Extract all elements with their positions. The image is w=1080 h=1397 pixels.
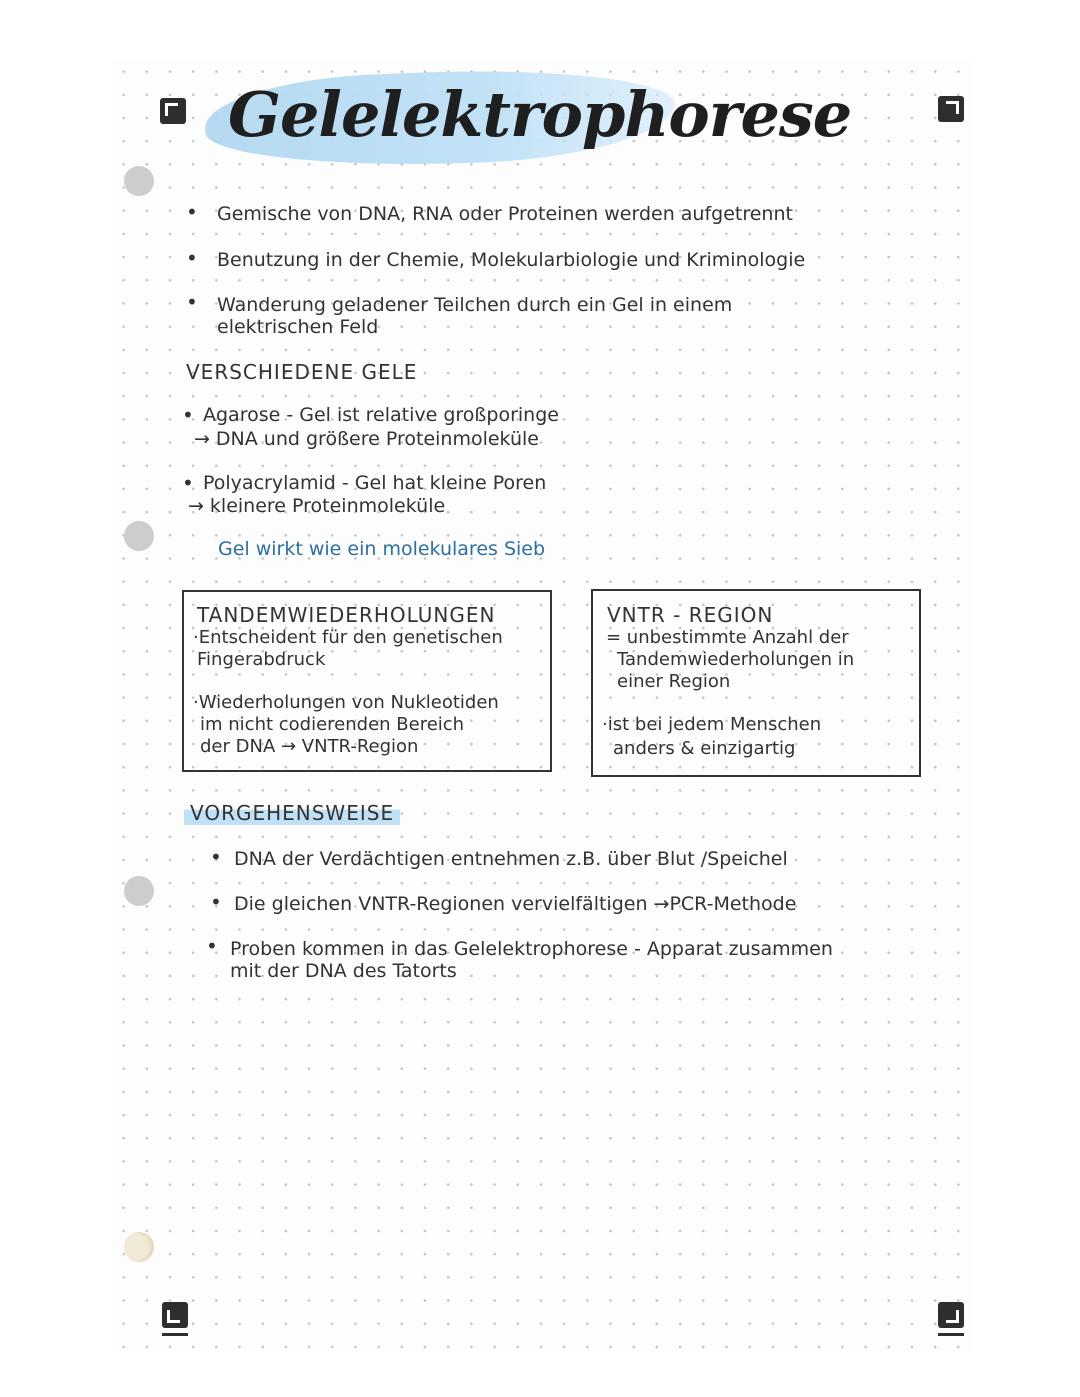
bullet-dot: •: [206, 934, 218, 958]
corner-mark-top-left-icon: [160, 98, 186, 124]
binder-hole-2: [124, 521, 154, 551]
bullet-dot: •: [182, 471, 194, 495]
step-3a: Proben kommen in das Gelelektrophorese - Apparat zusammen: [230, 938, 833, 960]
intro-line-1: Gemische von DNA, RNA oder Proteinen werden aufgetrennt: [217, 203, 793, 225]
agarose-result: → DNA und größere Proteinmoleküle: [194, 428, 539, 450]
box-tandem-line-1: ·Entscheident für den genetischen: [193, 627, 503, 648]
bullet-dot: •: [186, 200, 198, 224]
box-tandem-heading: TANDEMWIEDERHOLUNGEN: [197, 603, 496, 627]
step-2: Die gleichen VNTR-Regionen vervielfältigen →PCR-Methode: [234, 893, 797, 915]
box-vntr-line-3: einer Region: [617, 671, 731, 692]
intro-line-2: Benutzung in der Chemie, Molekularbiologie und Kriminologie: [217, 249, 806, 271]
box-tandem-line-3: ·Wiederholungen von Nukleotiden: [193, 692, 499, 713]
box-vntr-line-4: ·ist bei jedem Menschen: [602, 714, 822, 735]
box-tandem-line-5: der DNA → VNTR-Region: [200, 736, 419, 757]
bullet-dot: •: [182, 403, 194, 427]
box-vntr-line-2: Tandemwiederholungen in: [617, 649, 855, 670]
box-tandem-line-4: im nicht codierenden Bereich: [200, 714, 465, 735]
arrow-right-icon: →: [194, 428, 210, 450]
corner-mark-bottom-left-icon: [162, 1302, 188, 1328]
step-1: DNA der Verdächtigen entnehmen z.B. über Blut /Speichel: [234, 848, 788, 870]
bullet-dot: •: [210, 845, 222, 869]
polyacrylamid-line: Polyacrylamid - Gel hat kleine Poren: [203, 472, 547, 494]
arrow-right-icon: →: [188, 495, 204, 517]
polyacrylamid-result: → kleinere Proteinmoleküle: [188, 495, 446, 517]
binder-hole-3: [124, 876, 154, 906]
section-heading-vorgehen: VORGEHENSWEISE: [184, 801, 400, 825]
section-heading-gele: VERSCHIEDENE GELE: [186, 360, 418, 384]
bullet-dot: •: [210, 890, 222, 914]
agarose-line: Agarose - Gel ist relative großporinge: [203, 404, 559, 426]
intro-line-4: elektrischen Feld: [217, 316, 379, 338]
binder-hole-4: [124, 1232, 154, 1262]
page-title: Gelelektrophorese: [228, 78, 852, 151]
box-vntr-heading: VNTR - REGION: [607, 603, 774, 627]
corner-mark-bottom-right-icon: [938, 1302, 964, 1328]
box-vntr-line-5: anders & einzigartig: [613, 738, 796, 759]
step-3b: mit der DNA des Tatorts: [230, 960, 457, 982]
box-tandem-line-2: Fingerabdruck: [197, 649, 326, 670]
sieve-note: Gel wirkt wie ein molekulares Sieb: [218, 538, 546, 560]
binder-hole-1: [124, 166, 154, 196]
box-vntr-line-1: = unbestimmte Anzahl der: [606, 627, 849, 648]
corner-mark-top-right-icon: [938, 96, 964, 122]
bullet-dot: •: [186, 290, 198, 314]
bullet-dot: •: [186, 246, 198, 270]
intro-line-3: Wanderung geladener Teilchen durch ein Gel in einem: [217, 294, 733, 316]
